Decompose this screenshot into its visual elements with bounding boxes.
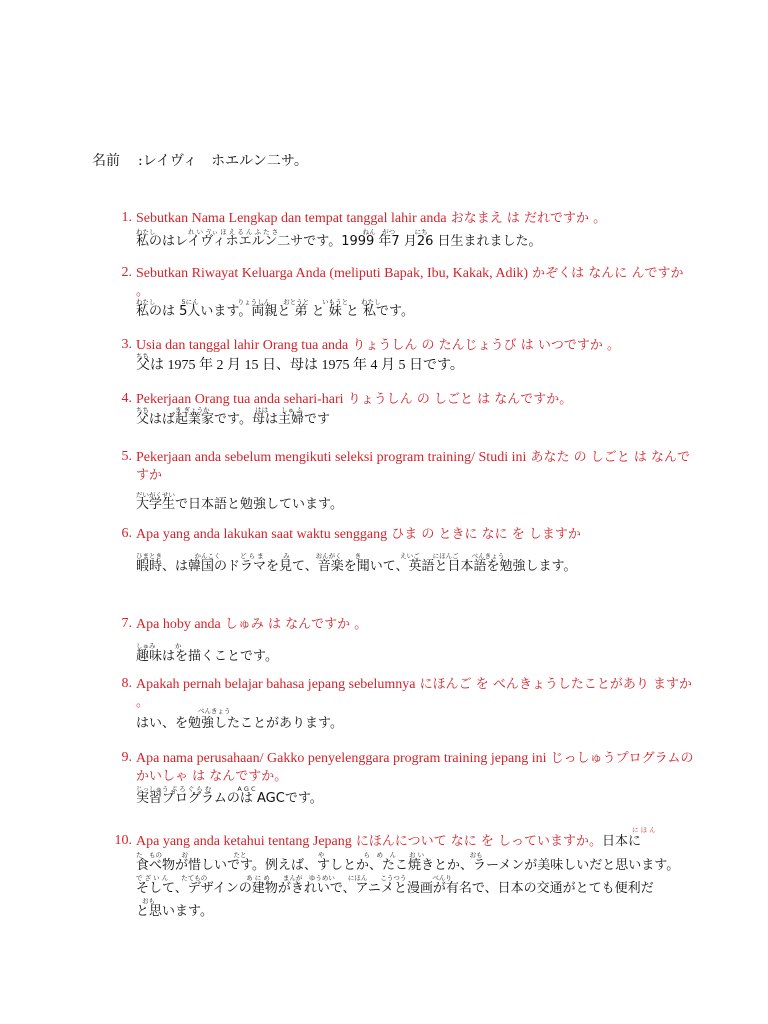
item-number: 3. <box>121 337 132 352</box>
question-indonesian: Apakah pernah belajar bahasa jepang sebelumnya <box>136 677 416 692</box>
question-text <box>136 750 696 786</box>
furigana-line: ちち き ぎょうか はは しゅ ふ <box>136 406 303 414</box>
question-japanese: りょうしん の しごと は なんですか。 <box>343 392 573 407</box>
question-text <box>136 210 696 228</box>
answer-text: はい、を勉強したことがあります。 <box>136 716 343 731</box>
answer-text: 趣味はを描くことです。 <box>136 649 278 664</box>
answer-text: 実習プログラムのは AGCです。 <box>136 791 323 806</box>
answer-line: そして、デザインの建物がきれいで、アニメと漫画が有名で、日本の交通がとても便利だ <box>136 881 654 896</box>
furigana-line: だいがくせい <box>136 491 175 499</box>
item-number: 5. <box>121 449 132 464</box>
furigana-line: た もの お たと や ら め ん お い おも <box>136 851 483 859</box>
question-indonesian: Usia dan tanggal lahir Orang tua anda <box>136 338 349 353</box>
question-text <box>136 616 696 634</box>
furigana-line: おも <box>142 897 155 905</box>
question-text <box>136 526 696 544</box>
answer-line: 食べ物が惜しいです。例えば、すしとか、たこ焼きとか、ラーメンが美味しいだと思います。 <box>136 858 680 873</box>
furigana-line: わたし れ い ゔぃ ほ え る ん ふ た さ ねん がつ にち <box>136 228 428 236</box>
answer-text: 暇時、は韓国のドラマを見て、音楽を聞いて、英語と日本語を勉強します。 <box>136 559 577 574</box>
question-japanese: あなた の しごと は なんですか <box>136 450 691 483</box>
furigana-line: で ざ い ん たてもの あ に め まんが ゆうめい にほん こうつう べんり <box>136 874 452 882</box>
question-indonesian: Apa hoby anda <box>136 617 221 632</box>
question-japanese: にほんご を べんきょうしたことがあり ますか 。 <box>136 677 693 710</box>
question-japanese: にほんについて なに を しっていますか。 <box>351 834 603 849</box>
name-label: 名前 <box>92 153 120 169</box>
furigana-line: べんきょう <box>198 707 231 715</box>
furigana-line: ひまとき かんこく ど ら ま み おんがく き えいご にほんご べんきょう <box>136 552 505 560</box>
question-indonesian: Sebutkan Nama Lengkap dan tempat tanggal lahir anda <box>136 211 447 226</box>
question-indonesian: Pekerjaan Orang tua anda sehari-hari <box>136 392 344 407</box>
answer-text: 父は 1975 年 2 月 15 日、母は 1975 年 4 月 5 日です。 <box>136 358 464 373</box>
answer-text <box>136 900 706 923</box>
answer-text: 父はば起業家です。母は主婦です <box>136 412 330 427</box>
answer-text: 大学生で日本語と勉強しています。 <box>136 497 343 512</box>
question-japanese: りょうしん の たんじょうび は いつですか 。 <box>348 338 621 353</box>
item-number: 8. <box>121 676 132 691</box>
question-indonesian: Apa yang anda lakukan saat waktu senggang <box>136 527 388 542</box>
furigana-line: しゅみ か <box>136 642 182 650</box>
name-value: :レイヴィ ホエルン二サ。 <box>138 153 308 169</box>
furigana-line: に ほ ん <box>632 826 656 834</box>
item-number: 4. <box>121 391 132 406</box>
question-japanese: しゅみ は なんですか 。 <box>220 617 368 632</box>
question-text <box>136 265 696 301</box>
question-japanese: ひま の ときに なに を しますか <box>387 527 581 542</box>
item-number: 2. <box>121 265 132 280</box>
question-text <box>136 833 696 851</box>
item-number: 6. <box>121 526 132 541</box>
question-japanese: かぞくは なんに んですか 。 <box>136 266 684 299</box>
question-japanese: じっしゅうプログラムのかいしゃ は なんですか。 <box>136 751 694 784</box>
question-japanese: おなまえ は だれですか 。 <box>446 211 607 226</box>
item-number: 9. <box>121 750 132 765</box>
question-indonesian: Pekerjaan anda sebelum mengikuti seleksi program training/ Studi ini <box>136 450 527 465</box>
answer-text: 私のはレイヴィホエルン二サです。1999 年7 月26 日生まれました。 <box>136 234 542 249</box>
item-number: 7. <box>121 616 132 631</box>
item-number: 1. <box>121 210 132 225</box>
question-indonesian: Apa nama perusahaan/ Gakko penyelenggara program training jepang ini <box>136 751 547 766</box>
question-text <box>136 449 696 485</box>
item-number: 10. <box>114 833 132 848</box>
furigana-line: ちち <box>136 352 149 360</box>
answer-text: 私のは 5人います。両親と 弟 と 妹 と 私です。 <box>136 304 414 319</box>
furigana-line: わたし 5にん りょうしん おとうと いもうと わたし <box>136 298 381 306</box>
furigana-line: じっしゅう ぷ ろ ぐ ら む A G C <box>136 785 256 793</box>
question-indonesian: Apa yang anda ketahui tentang Jepang <box>136 834 352 849</box>
answer-start-text: 日本に <box>602 834 642 849</box>
answer-line: と思います。 <box>136 904 213 919</box>
name-line <box>92 150 308 170</box>
question-indonesian: Sebutkan Riwayat Keluarga Anda (meliputi Bapak, Ibu, Kakak, Adik) <box>136 266 529 281</box>
